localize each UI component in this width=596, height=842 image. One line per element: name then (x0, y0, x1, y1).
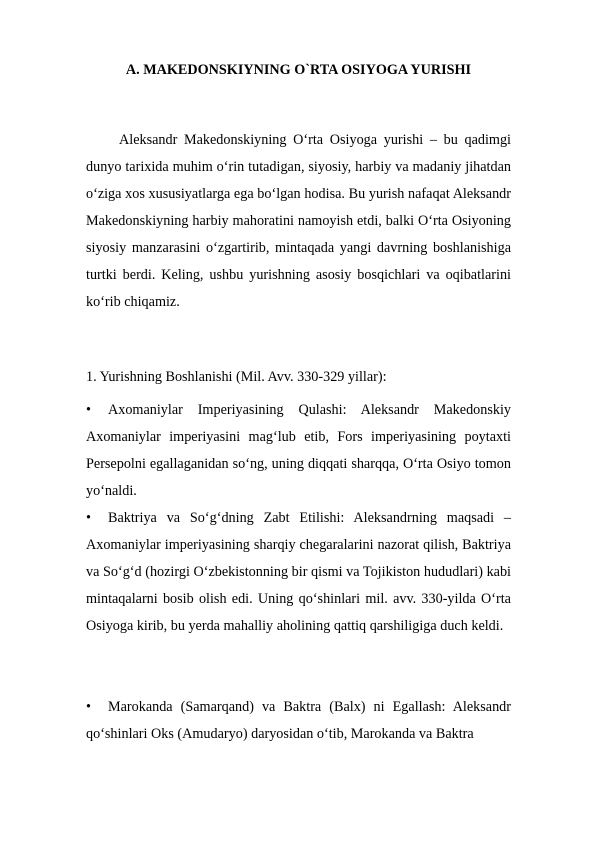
bullet-icon: • (86, 402, 91, 418)
intro-paragraph: Aleksandr Makedonskiyning O‘rta Osiyoga yurishi – bu qadimgi dunyo tarixida muhim o‘rin tutadigan, siyosiy, harbiy va madaniy jihatdan o‘ziga xos xususiyatlarga ega bo‘lgan hodisa. Bu yurish nafaqat Aleksandr Makedonskiyning harbiy mahoratini namoyish etdi, balki O‘rta Osiyoning siyosiy manzarasini o‘zgartirib, mintaqada yangi davrning boshlanishiga turtki berdi. Keling, ushbu yurishning asosiy bosqichlari va oqibatlarini ko‘rib chiqamiz. (86, 132, 511, 310)
bullet-text: Marokanda (Samarqand) va Baktra (Balx) ni Egallash: Aleksandr qo‘shinlari Oks (Amudaryo) daryosidan o‘tib, Marokanda va Baktra (86, 699, 511, 742)
bullet-item-2 (86, 505, 511, 640)
bullet-text: Baktriya va So‘g‘dning Zabt Etilishi: Aleksandrning maqsadi – Axomaniylar imperiyasining sharqiy chegaralarini nazorat qilish, Baktriya va So‘g‘d (hozirgi O‘zbekistonning bir qismi va Tojikiston hududlari) kabi mintaqalarni bosib olish edi. Uning qo‘shinlari mil. avv. 330-yilda O‘rta Osiyoga kirib, bu yerda mahalliy aholining qattiq qarshiligiga duch keldi. (86, 510, 511, 634)
bullet-item-3 (86, 694, 511, 748)
document-title: A. MAKEDONSKIYNING O`RTA OSIYOGA YURISHI (125, 62, 472, 78)
bullet-text: Axomaniylar Imperiyasining Qulashi: Aleksandr Makedonskiy Axomaniylar imperiyasini mag‘lub etib, Fors imperiyasining poytaxti Persepolni egallaganidan so‘ng, uning diqqati sharqqa, O‘rta Osiyo tomon yo‘naldi. (86, 402, 511, 499)
bullet-icon: • (86, 510, 91, 526)
bullet-icon: • (86, 699, 91, 715)
section-heading: 1. Yurishning Boshlanishi (Mil. Avv. 330-329 yillar): (86, 369, 387, 385)
bullet-item-1 (86, 397, 511, 505)
